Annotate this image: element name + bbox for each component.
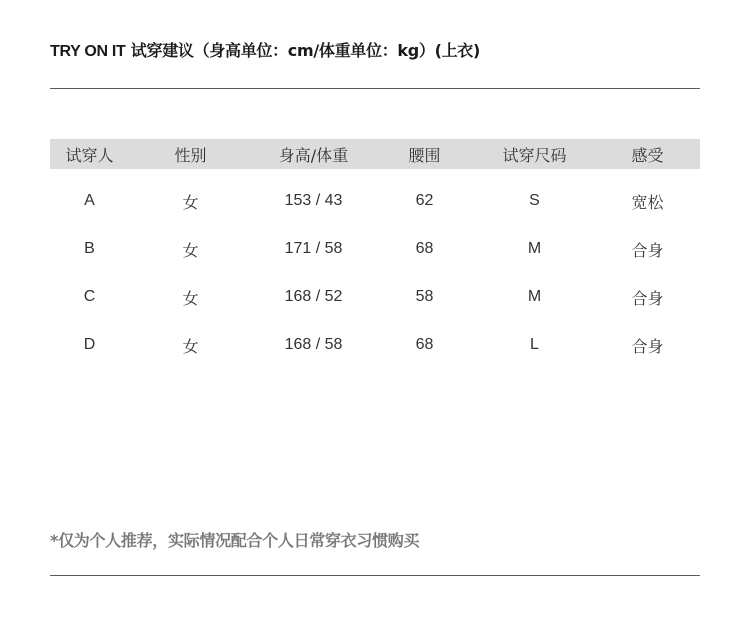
cell-size: M [527, 240, 542, 257]
table-row [50, 321, 700, 369]
header-height-weight: 身高/体重 [252, 139, 375, 169]
header-feeling: 感受 [595, 139, 700, 169]
cell-height-weight: 171 / 58 [284, 240, 343, 257]
top-divider [50, 88, 700, 89]
cell-feeling: 合身 [631, 242, 664, 260]
cell-waist: 68 [415, 336, 434, 353]
cell-gender: 女 [182, 194, 199, 212]
cell-tester: B [84, 240, 95, 257]
cell-feeling: 合身 [631, 338, 664, 356]
cell-size: S [529, 192, 540, 209]
header-tester: 试穿人 [50, 139, 129, 169]
cell-gender: 女 [182, 338, 199, 356]
cell-height-weight: 153 / 43 [284, 192, 343, 209]
table-row [50, 273, 700, 321]
cell-size: M [527, 288, 542, 305]
cell-tester: D [83, 336, 96, 353]
table-row [50, 225, 700, 273]
try-on-table [50, 139, 700, 369]
cell-height-weight: 168 / 52 [284, 288, 343, 305]
cell-waist: 58 [415, 288, 434, 305]
cell-tester: A [84, 192, 95, 209]
cell-waist: 62 [415, 192, 434, 209]
cell-size: L [530, 336, 539, 353]
header-size: 试穿尺码 [474, 139, 595, 169]
bottom-divider [50, 575, 700, 576]
cell-gender: 女 [182, 290, 199, 308]
header-gender: 性别 [129, 139, 252, 169]
cell-feeling: 宽松 [631, 194, 664, 212]
table-row [50, 169, 700, 225]
cell-waist: 68 [415, 240, 434, 257]
header-waist: 腰围 [375, 139, 474, 169]
cell-gender: 女 [182, 242, 199, 260]
cell-tester: C [83, 288, 96, 305]
disclaimer-note: *仅为个人推荐，实际情况配合个人日常穿衣习惯购买 [50, 531, 420, 550]
title-chinese: 试穿建议（身高单位：cm/体重单位：kg）(上衣) [125, 41, 481, 60]
title-english: TRY ON IT [50, 43, 126, 60]
page-title [50, 38, 480, 61]
table-header-row [50, 139, 700, 169]
cell-feeling: 合身 [631, 290, 664, 308]
cell-height-weight: 168 / 58 [284, 336, 343, 353]
